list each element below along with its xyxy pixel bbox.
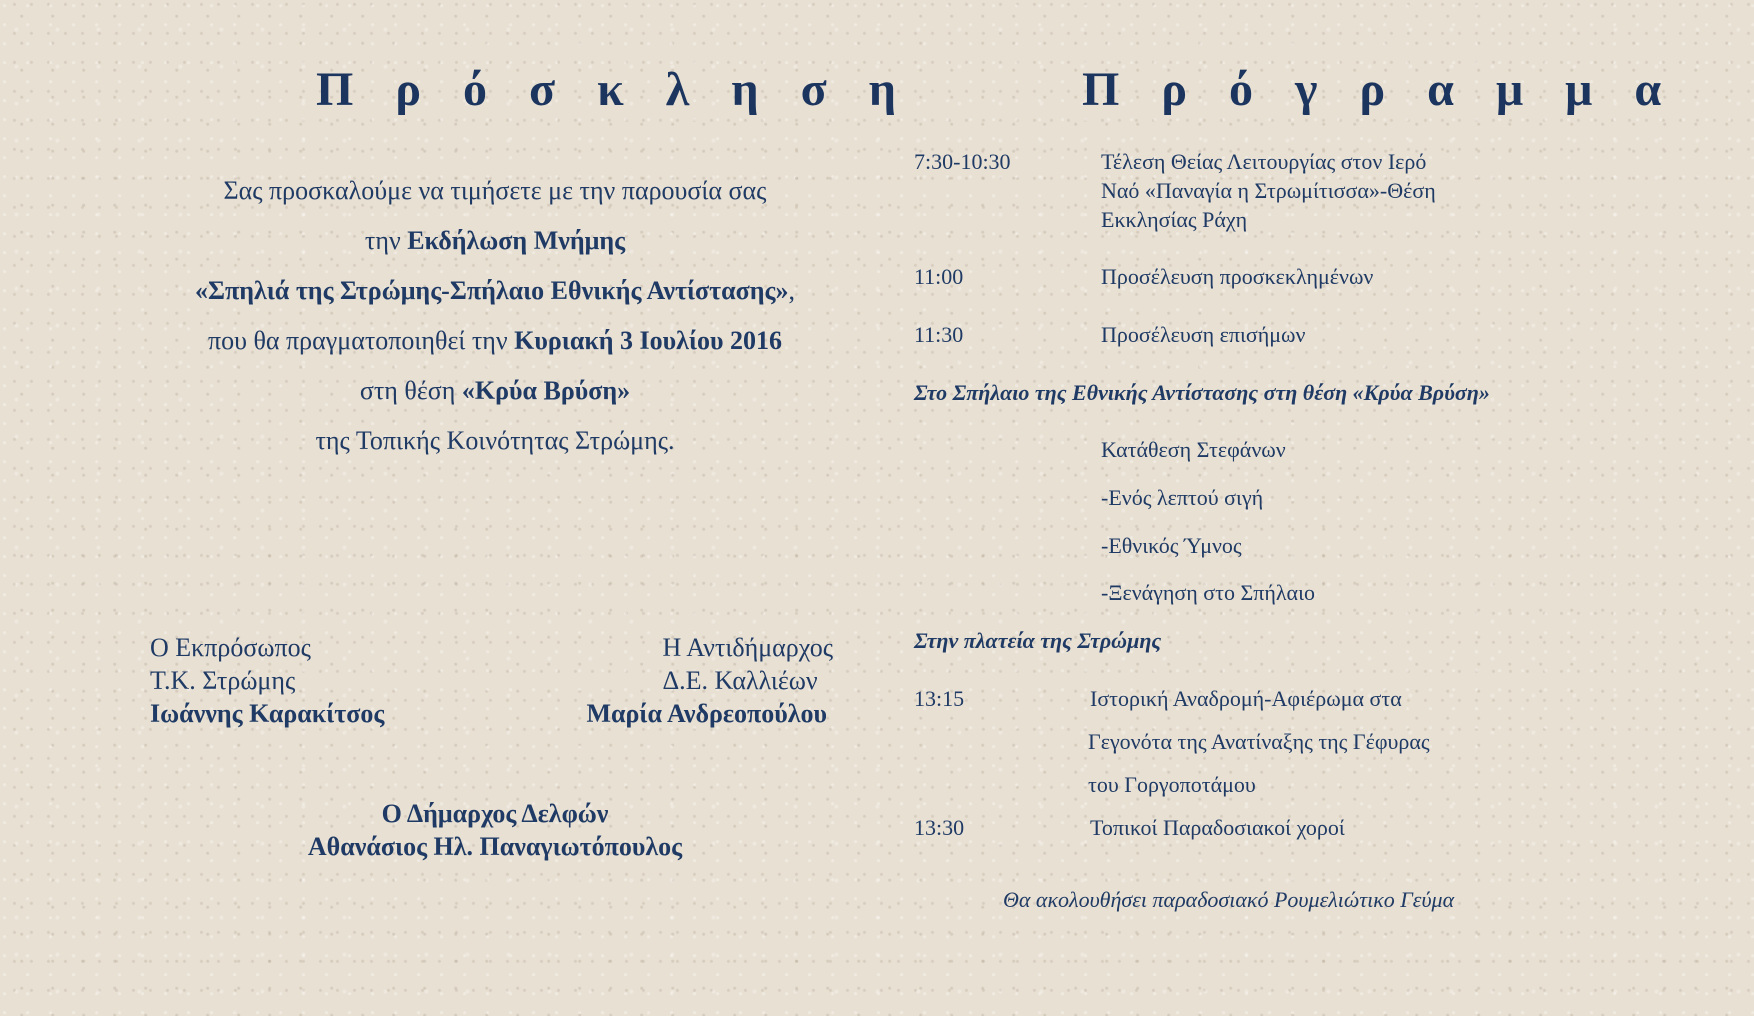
program-activity: Ναό «Παναγία η Στρωμίτισσα»-Θέση	[1101, 178, 1436, 203]
program-activity: Τέλεση Θείας Λειτουργίας στον Ιερό	[1101, 149, 1427, 174]
invitation-line-4	[140, 326, 850, 356]
invitation-line-5	[140, 376, 850, 406]
program-activity: -Εθνικός Ύμνος	[1101, 533, 1242, 558]
invitation-text: Σας προσκαλούμε να τιμήσετε με την παρουσία σας	[223, 176, 767, 205]
program-activity: Προσέλευση προσκεκλημένων	[1101, 264, 1374, 289]
invitation-line-2	[140, 226, 850, 256]
invitation-title: Π ρ ό σ κ λ η σ η	[316, 63, 911, 116]
program-section-heading: Στο Σπήλαιο της Εθνικής Αντίστασης στη θέση «Κρύα Βρύση»	[914, 380, 1490, 405]
program-time: 13:15	[914, 686, 965, 711]
program-activity: -Ενός λεπτού σιγή	[1101, 485, 1264, 510]
invitation-text: στη θέση	[359, 376, 462, 405]
program-time: 11:00	[914, 264, 964, 289]
event-date: Κυριακή 3 Ιουλίου 2016	[514, 326, 783, 355]
invitation-text: της Τοπικής Κοινότητας Στρώμης.	[315, 426, 675, 455]
invitation-line-1	[140, 176, 850, 206]
mayor-role: Ο Δήμαρχος Δελφών	[381, 799, 609, 828]
invitation-line-3	[140, 276, 850, 306]
signature-left	[150, 631, 384, 730]
program-activity: Προσέλευση επισήμων	[1101, 322, 1306, 347]
program-activity: Ιστορική Αναδρομή-Αφιέρωμα στα	[1090, 686, 1402, 711]
program-activity: Τοπικοί Παραδοσιακοί χοροί	[1090, 815, 1345, 840]
program-activity: -Ξενάγηση στο Σπήλαιο	[1101, 580, 1316, 605]
cave-name: «Σπηλιά της Στρώμης-Σπήλαιο Εθνικής Αντίστασης»	[194, 276, 789, 305]
signature-name: Μαρία Ανδρεοπούλου	[586, 699, 828, 728]
invitation-text: που θα πραγματοποιηθεί την	[207, 326, 515, 355]
program-time: 7:30-10:30	[914, 149, 1011, 174]
signature-role: Ο Εκπρόσωπος	[150, 633, 311, 662]
program-activity: Κατάθεση Στεφάνων	[1101, 437, 1286, 462]
signature-role: Η Αντιδήμαρχος	[662, 633, 833, 662]
program-activity: Εκκλησίας Ράχη	[1101, 207, 1248, 232]
program-time: 11:30	[914, 322, 964, 347]
program-section-heading: Στην πλατεία της Στρώμης	[914, 628, 1162, 653]
mayor-name: Αθανάσιος Ηλ. Παναγιωτόπουλος	[307, 832, 683, 861]
invitation-text: την	[364, 226, 408, 255]
invitation-line-6	[140, 426, 850, 456]
event-name: Εκδήλωση Μνήμης	[407, 226, 626, 255]
event-location: «Κρύα Βρύση»	[461, 376, 631, 405]
program-activity: του Γοργοποτάμου	[1088, 772, 1256, 797]
program-activity: Γεγονότα της Ανατίναξης της Γέφυρας	[1088, 729, 1430, 754]
signature-mayor	[140, 797, 850, 863]
program-time: 13:30	[914, 815, 965, 840]
program-title: Π ρ ό γ ρ α μ μ α	[1082, 63, 1677, 116]
signature-org: Τ.Κ. Στρώμης	[150, 666, 296, 695]
invitation-text: ,	[788, 276, 796, 305]
signature-right	[586, 631, 833, 730]
signature-name: Ιωάννης Καρακίτσος	[150, 699, 385, 728]
signature-org: Δ.Ε. Καλλιέων	[662, 666, 818, 695]
program-footer: Θα ακολουθήσει παραδοσιακό Ρουμελιώτικο Γεύμα	[1003, 887, 1455, 912]
